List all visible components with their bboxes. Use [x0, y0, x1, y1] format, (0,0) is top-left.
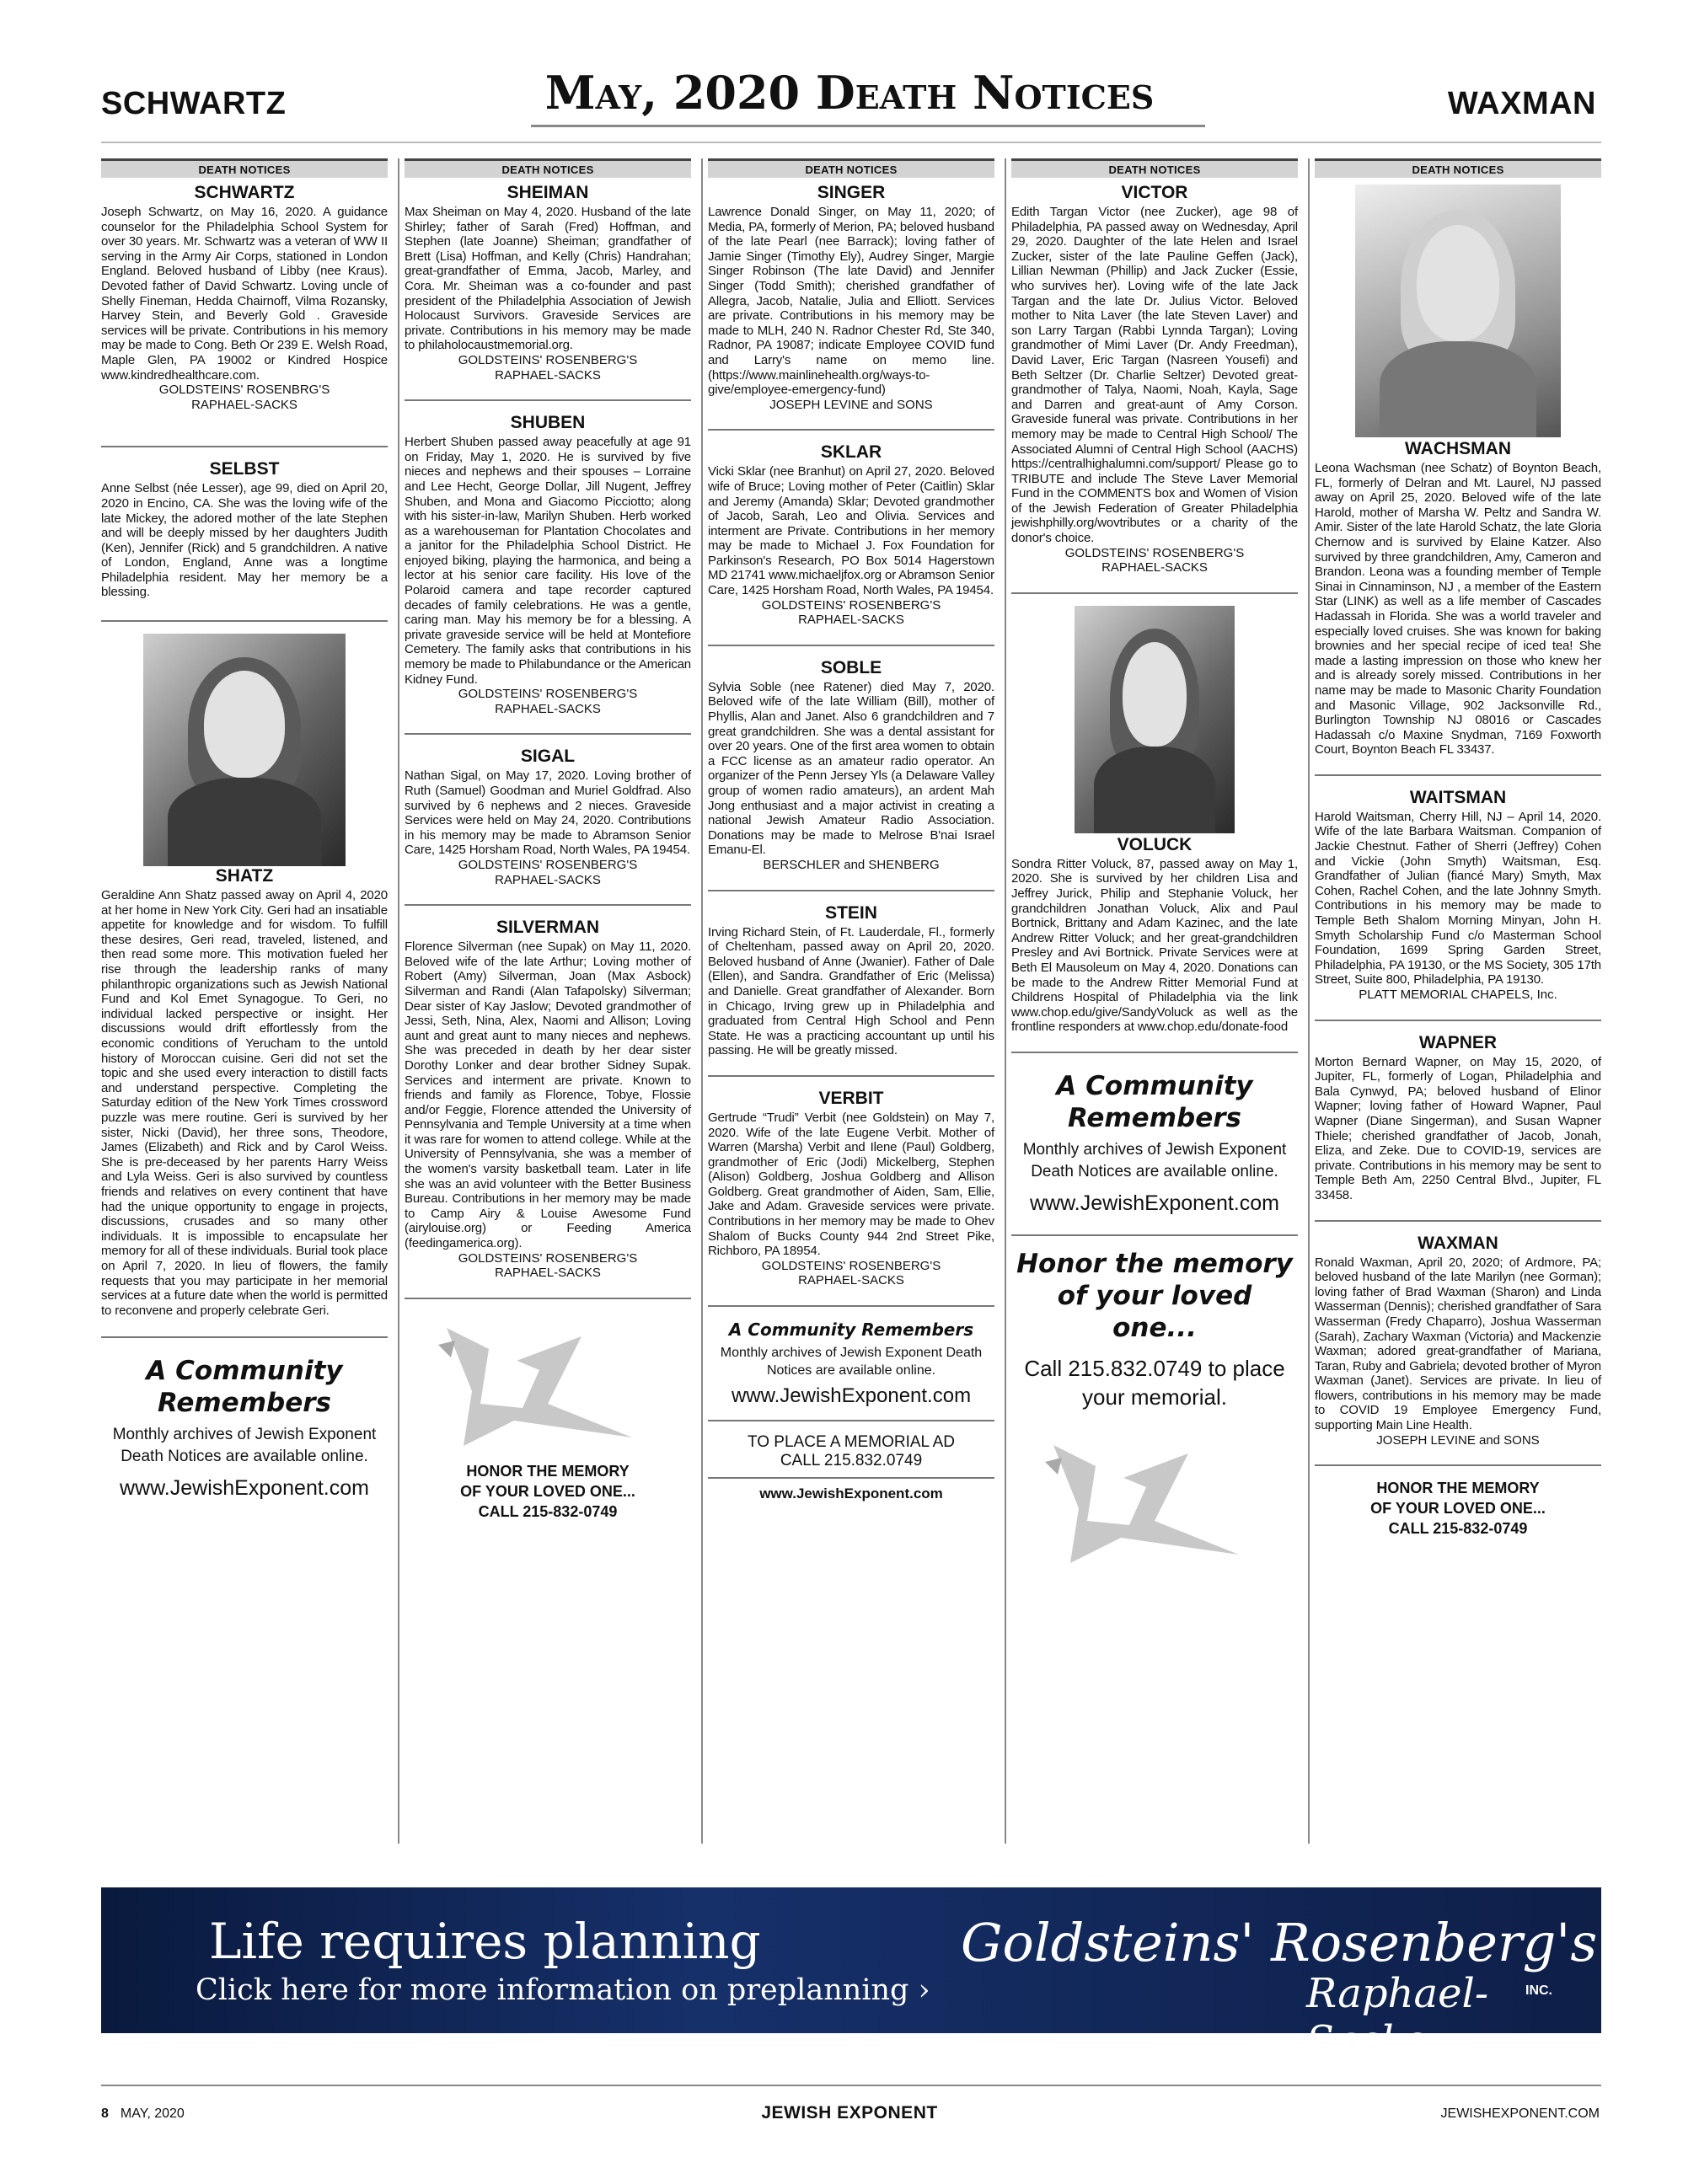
top-rule	[101, 142, 1601, 143]
notice-name: SINGER	[817, 183, 886, 202]
portrait-image	[1355, 185, 1561, 437]
promo-title: A Community Remembers	[146, 1356, 343, 1419]
notice-body: Ronald Waxman, April 20, 2020; of Ardmore, PA; beloved husband of the late Marilyn (nee Gorman); loving father of Brad Waxman (Sharon) and Linda Wasserman (Dennis); cherished grandfather of Sara Wasserman (Fredy Chaparro), Joshua Wasserman (Sarah), Zachary Waxman (Victoria) and Mackenzie Waxman; adored great-grandfather of Mariana, Taran, Ruby and Gabriela; devoted brother of Myron Waxman (Janet). Services are private. In lieu of flowers, contributions in his memory may be made to COVID 19 Employee Emergency Fund, supporting Main Line Health.	[1315, 1255, 1601, 1433]
promo-link[interactable]: www.JewishExponent.com	[1030, 1191, 1279, 1215]
logo-inc: INC.	[1525, 1983, 1552, 1998]
shatz-photo	[143, 634, 346, 866]
notice-schwartz	[101, 183, 388, 412]
honor-memory-ad: HONOR THE MEMORY OF YOUR LOVED ONE... CALL 215-832-0749	[1370, 1480, 1546, 1538]
notice-body: Harold Waitsman, Cherry Hill, NJ – April 14, 2020. Wife of the late Barbara Waitsman. Companion of Jackie Chestnut. Father of Sherri (Jeffrey) Cohen and Vickie (John Smyth) Waitsman, Esq. Grandfather of Julian (fiancé Mary) Smyth, Max Cohen, Rachel Cohen, and the late Johnny Smyth. Contributions in his memory may be made to Temple Beth Shalom Morning Minyan, John H. Smyth Scholarship Fund c/o Masterman School Foundation, 1699 Spring Garden Street, Philadelphia, PA 19130, or the MS Society, 305 17th Street, Suite 800, Philadelphia, PA 19130.	[1315, 809, 1601, 988]
notice-waitsman	[1315, 788, 1601, 1003]
notice-sklar	[708, 442, 994, 628]
notice-body: Irving Richard Stein, of Ft. Lauderdale, Fl., formerly of Cheltenham, passed away on April 20, 2020. Beloved husband of Anne (Jwanier). Father of Dale (Ellen), and Sandra. Grandfather of Eric (Melissa) and Danielle. Great grandfather of Alexander. Born in Chicago, Irving grew up in Philadelphia and graduated from Central High School and Penn State. He was a practicing accountant up until his passing. He will be greatly missed.	[708, 924, 994, 1058]
notice-funeral-home: GOLDSTEINS' ROSENBERG'S RAPHAEL-SACKS	[458, 352, 638, 383]
page-number: 8	[101, 2106, 109, 2121]
divider	[101, 446, 388, 447]
preplanning-ad-banner[interactable]	[101, 1887, 1601, 2064]
notice-funeral-home: JOSEPH LEVINE and SONS	[769, 397, 933, 412]
notice-name: SCHWARTZ	[194, 183, 295, 202]
portrait-image	[1075, 606, 1235, 833]
notice-name: VICTOR	[1121, 183, 1188, 202]
notice-body: Geraldine Ann Shatz passed away on April 4, 2020 at her home in New York City. Geri had an insatiable appetite for knowledge and for wisdom. To fulfill these desires, Geri read, traveled, listened, and then read some more. This motivation fueled her rise through the leadership ranks of many philanthropic organizations such as Jewish National Fund and Kol Emet Synagogue. To Geri, no individual lacked perspective or insight. Her discussions would drift effortlessly from the economic conditions of Yerucham to the untold history of Moroccan cuisine. Geri did not set the topic and she used every interaction to distill facts and understand perspective. Completing the Saturday edition of the New York Times crossword puzzle was mere routine. Geri is survived by her sister, Nicki (David), her three sons, Theodore, James (Elizabeth) and Rick and by Carol Weiss. She is pre-deceased by her parents Harry Weiss and Lyla Weiss. Geri is also survived by countless friends and relatives on every continent that have had the unique opportunity to engage in projects, discussions, crusades and so many other individuals. It is impossible to encapsulate her memory for all of these individuals. Burial took place on April 7, 2020. In lieu of flowers, the family requests that you may participate in her memorial services at a future date when the world is permitted to reconvene and properly celebrate Geri.	[101, 888, 388, 1318]
notice-body: Sylvia Soble (nee Ratener) died May 7, 2020. Beloved wife of the late William (Bill), mother of Phyllis, Alan and Janet. Also 6 grandchildren and 7 great grandchildren. She was a dental assistant for over 20 years. One of the first area women to obtain a FCC license as an amateur radio operator. An organizer of the Penn Jersey Yls (a Delaware Valley group of women radio amateurs), an ardent Mah Jong enthusiast and a major activist in creating a national Jewish Amateur Radio Association. Donations may be made to Melrose B'nai Israel Emanu-El.	[708, 679, 994, 858]
notice-sheiman	[405, 183, 691, 383]
star-of-david-graphic	[413, 1311, 683, 1454]
header-right-name: WAXMAN	[1447, 86, 1596, 121]
column-divider	[701, 158, 703, 1844]
column-3	[708, 158, 994, 1852]
notice-name: WAPNER	[1418, 1032, 1498, 1052]
column-divider	[1308, 158, 1310, 1844]
divider	[405, 399, 691, 401]
column-head: DEATH NOTICES	[1315, 158, 1601, 178]
notice-name: SELBST	[209, 459, 280, 479]
header-left-name: SCHWARTZ	[101, 86, 287, 121]
funeral-home-logo: Goldsteins' Rosenberg's	[961, 1912, 1598, 1973]
notice-body: Gertrude “Trudi” Verbit (nee Goldstein) on May 7, 2020. Wife of the late Eugene Verbit. Mother of Warren (Marsha) Verbit and Ilene (Paul) Goldberg, grandmother of Eric (Jodi) Mickelberg, Stephen (Alison) Goldberg, Joshua Goldberg and Allison Goldberg. Great grandmother of Aiden, Sam, Ellie, Jake and Adam. Graveside services were private. Contributions in her memory may be made to Ohev Shalom of Bucks County 944 2nd Street Pike, Richboro, PA 18954.	[708, 1110, 994, 1259]
notice-wachsman	[1315, 439, 1601, 757]
divider	[405, 1298, 691, 1299]
promo-title: A Community Remembers	[728, 1320, 974, 1341]
notice-voluck	[1011, 835, 1298, 1035]
site-url[interactable]: JEWISHEXPONENT.COM	[1440, 2106, 1600, 2121]
column-4	[1011, 158, 1298, 1852]
publication-name: JEWISH EXPONENT	[761, 2103, 938, 2122]
divider	[1011, 592, 1298, 594]
divider	[708, 1477, 994, 1479]
notice-stein	[708, 903, 994, 1058]
memorial-ad-call: TO PLACE A MEMORIAL AD CALL 215.832.0749	[747, 1433, 956, 1470]
notice-shuben	[405, 413, 691, 716]
title-underline	[531, 125, 1205, 127]
notice-name: SHEIMAN	[506, 183, 589, 202]
notice-funeral-home: GOLDSTEINS' ROSENBERG'S RAPHAEL-SACKS	[458, 1250, 638, 1281]
notice-name: SILVERMAN	[496, 918, 600, 938]
column-2	[405, 158, 691, 1852]
notice-singer	[708, 183, 994, 412]
column-divider	[398, 158, 399, 1844]
voluck-photo	[1075, 606, 1235, 833]
notice-funeral-home: GOLDSTEINS' ROSENBERG'S RAPHAEL-SACKS	[1064, 545, 1245, 575]
community-remembers-promo	[1011, 1070, 1298, 1216]
promo-text: Monthly archives of Jewish Exponent Death Notices are available online.	[720, 1346, 983, 1378]
divider	[1315, 1464, 1601, 1466]
column-head: DEATH NOTICES	[1011, 158, 1298, 178]
notice-funeral-home: PLATT MEMORIAL CHAPELS, Inc.	[1359, 988, 1557, 1002]
wachsman-photo	[1355, 185, 1561, 437]
issue-date: MAY, 2020	[120, 2106, 185, 2121]
notice-body: Joseph Schwartz, on May 16, 2020. A guidance counselor for the Philadelphia School System for over 30 years. Mr. Schwartz was a veteran of WW II serving in the Army Air Corps, stationed in London England. Beloved husband of Libby (nee Kraus). Devoted father of David Schwartz. Loving uncle of Shelly Fineman, Hedda Chairnoff, Vilma Rozansky, Harvey Stein, and Beverly Gold . Graveside services will be private. Contributions in his memory may be made to Cong. Beth Or 239 E. Welsh Road, Maple Glen, PA 19002 or Kindred Hospice www.kindredhealthcare.com.	[101, 205, 388, 383]
notice-funeral-home: GOLDSTEINS' ROSENBERG'S RAPHAEL-SACKS	[761, 597, 941, 628]
notice-name: SOBLE	[820, 657, 882, 677]
notice-name: SKLAR	[820, 442, 882, 463]
divider	[708, 645, 994, 646]
honor-title: Honor the memory of your loved one...	[1016, 1248, 1293, 1343]
divider	[101, 1336, 388, 1338]
notice-sigal	[405, 747, 691, 887]
notice-name: VOLUCK	[1117, 834, 1193, 854]
notice-soble	[708, 658, 994, 873]
notice-verbit	[708, 1089, 994, 1288]
notice-funeral-home: GOLDSTEINS' ROSENBERG'S RAPHAEL-SACKS	[761, 1258, 941, 1288]
portrait-image	[143, 634, 346, 866]
honor-memory-ad: HONOR THE MEMORY OF YOUR LOVED ONE... CALL 215-832-0749	[460, 1462, 635, 1520]
notice-body: Herbert Shuben passed away peacefully at age 91 on Friday, May 1, 2020. He is survived by five nieces and nephews and their spouses – Lorraine and Lee Hecht, George Dollar, Jill Nugent, Jeffrey Shuben, and Mona and Giacomo Picciotto; along with his sister-in-law, Marilyn Shuben. Herb worked as a warehouseman for Plantation Chocolates and a janitor for the Philadelphia School District. He enjoyed biking, playing the harmonica, and being a lector at his senior care facility. His love of the Polaroid camera and tape recorder captured decades of family celebrations. He was a gentle, caring man. May his memory be for a blessing. A private graveside service will be held at Montefiore Cemetery. The family asks that contributions in his memory be made to Philabundance or the American Kidney Fund.	[405, 435, 691, 687]
divider	[708, 1075, 994, 1077]
notice-body: Florence Silverman (nee Supak) on May 11, 2020. Beloved wife of the late Arthur; Loving mother of Robert (Amy) Silverman, Joan (Max Asbock) Silverman and Randi (Alan Tafapolsky) Silverman; Dear sister of Kay Jaslow; Devoted grandmother of Jessi, Seth, Nina, Alex, Naomi and Allison; Loving aunt and great aunt to many nieces and nephews. She was preceded in death by her dear sister Dorothy Lonker and dear brother Sidney Supak. Services and interment are private. Known to friends and family as Florence, Tobye, Flossie and/or Feggie, Florence attended the University of Pennsylvania and Temple University at a time when it was rare for women to attend college. While at the University of Pennsylvania, she was a member of the women's varsity basketball team. Later in life she was an avid volunteer with the Better Business Bureau. Contributions in her memory may be made to Camp Airy & Louise Awesome Fund (airylouise.org) or Feeding America (feedingamerica.org).	[405, 939, 691, 1251]
promo-title: A Community Remembers	[1056, 1070, 1253, 1133]
notice-funeral-home: GOLDSTEINS' ROSENBERG'S RAPHAEL-SACKS	[458, 687, 638, 716]
divider	[708, 429, 994, 431]
notice-funeral-home: JOSEPH LEVINE and SONS	[1376, 1432, 1540, 1448]
notice-body: Anne Selbst (née Lesser), age 99, died on April 20, 2020 in Encino, CA. She was the loving wife of the late Mickey, the adored mother of the late Stephen and will be deeply missed by her daughters Judith (Ken), Jennifer (Rick) and 5 grandchildren. A native of London, England, Anne was a longtime Philadelphia resident. May her memory be a blessing.	[101, 481, 388, 600]
notice-name: SHATZ	[215, 866, 274, 886]
community-remembers-promo-small	[708, 1319, 994, 1408]
funeral-home-logo-sub: Raphael-Sacks	[1306, 1970, 1489, 2064]
site-link[interactable]: www.JewishExponent.com	[759, 1485, 943, 1502]
notice-body: Morton Bernard Wapner, on May 15, 2020, of Jupiter, FL, formerly of Logan, Philadelphia and Bala Cynwyd, PA; beloved husband of Elinor Wapner; loving father of Howard Wapner, Paul Wapner (Diane Singerman), and Susan Wapner Thiele; cherished grandfather of Jacob, Jonah, Eliza, and Zeke. Due to COVID-19, services are private. Contributions in his memory may be sent to Temple Beth Am, 2250 Central Blvd., Jupiter, FL 33458.	[1315, 1054, 1601, 1202]
divider	[708, 1305, 994, 1307]
notice-funeral-home: BERSCHLER and SHENBERG	[763, 857, 940, 872]
divider	[1011, 1234, 1298, 1236]
column-head: DEATH NOTICES	[405, 158, 691, 178]
notice-silverman	[405, 918, 691, 1281]
notice-funeral-home: GOLDSTEINS' ROSENBERG'S RAPHAEL-SACKS	[458, 857, 638, 887]
column-5	[1315, 158, 1601, 1852]
notice-body: Lawrence Donald Singer, on May 11, 2020; of Media, PA, formerly of Merion, PA; beloved husband of the late Pearl (nee Barrack); loving father of Jamie Singer (Timothy Ely), Audrey Singer, Margie Singer Robinson (The late David) and Jennifer Singer (Todd Smith); cherished grandfather of Allegra, Jacob, Natalie, Julia and Elliott. Services are private. Contributions in his memory may be made to MLH, 240 N. Radnor Chester Rd, Ste 340, Radnor, PA 19087; indicate Employee COVID fund and Larry's name on memo line. (https://www.mainlinehealth.org/ways-to-give/employee-emergency-fund)	[708, 205, 994, 398]
column-head: DEATH NOTICES	[708, 158, 994, 178]
notice-body: Edith Targan Victor (nee Zucker), age 98 of Philadelphia, PA passed away on Wednesday, April 29, 2020. Daughter of the late Helen and Israel Zucker, sister of the late Pauline Geffen (Jack), Lillian Newman (Phillip) and Jack Zucker (Essie, who survives her). Loving wife of the late Jack Targan and the late Dr. Julius Victor. Beloved mother to Nita Laver (the late Steven Laver) and son Larry Targan (Rabbi Lynnda Targan); Loving grandmother of Mimi Laver (Dr. Andy Freedman), David Laver, Eric Targan (Nasreen Yousefi) and Beth Seltzer (Dr. Charlie Seltzer) Devoted great-grandmother of Talya, Naomi, Noah, Kayla, Sage and Darren and great-aunt of Amy Corson. Graveside funeral was private. Contributions in her memory may be made to Central High School/ The Associated Alumni of Central High School (AACHS) https://centralhighalumni.com/support/ Please go to TRIBUTE and include The Steve Laver Memorial Fund in the COMMENTS box and Women of Vision of the Jewish Federation of Greater Philadelphia jewishphilly.org/wovtributes or a charity of the donor's choice.	[1011, 205, 1298, 546]
star-of-david-graphic	[1020, 1428, 1289, 1571]
notice-body: Max Sheiman on May 4, 2020. Husband of the late Shirley; father of Sarah (Fred) Hoffman, and Stephen (late Joanne) Sheiman; grandfather of Brett (Lisa) Hoffman, and Kelly (Chris) Handrahan; great-grandfather of Emma, Jacob, Marley, and Cora. Mr. Sheiman was a co-founder and past president of the Philadelphia Association of Jewish Holocaust Survivors. Graveside Services are private. Contributions in his memory may be made to philaholocaustmemorial.org.	[405, 205, 691, 353]
notice-wapner	[1315, 1033, 1601, 1203]
footer-rule	[101, 2085, 1601, 2086]
column-head: DEATH NOTICES	[101, 158, 388, 178]
notice-selbst	[101, 459, 388, 600]
notice-shatz	[101, 866, 388, 1318]
ad-headline: Life requires planning	[209, 1913, 761, 1970]
notice-waxman	[1315, 1234, 1601, 1448]
promo-link[interactable]: www.JewishExponent.com	[120, 1476, 369, 1501]
column-1	[101, 158, 388, 1852]
notice-name: SHUBEN	[510, 413, 586, 433]
divider	[708, 890, 994, 891]
notice-name: STEIN	[825, 902, 877, 923]
notice-victor	[1011, 183, 1298, 575]
notice-body: Sondra Ritter Voluck, 87, passed away on May 1, 2020. She is survived by her children Lisa and Jeffrey Jurick, Philip and Stephanie Voluck, her grandchildren Jonathan Voluck, Alix and Paul Bortnick, Brittany and Adam Kazinec, and the late Andrew Ritter Voluck; and her great-grandchildren Presley and Avi Bortnick. Private Services were at Beth El Mausoleum on May 4, 2020. Donations can be made to the Andrew Ritter Memorial Fund at Childrens Hospital of Philadelphia via the link www.chop.edu/give/SandyVoluck as well as the frontline responders at www.chop.edu/donate-food	[1011, 856, 1298, 1035]
divider	[708, 1420, 994, 1421]
divider	[101, 620, 388, 622]
notice-name: VERBIT	[818, 1088, 884, 1108]
divider	[1315, 1020, 1601, 1021]
divider	[1315, 774, 1601, 776]
star-of-david-icon	[413, 1311, 683, 1454]
honor-text: Call 215.832.0749 to place your memorial.	[1024, 1355, 1285, 1410]
notice-name: WAITSMAN	[1409, 787, 1507, 807]
notice-name: SIGAL	[520, 747, 576, 767]
promo-text: Monthly archives of Jewish Exponent Death Notices are available online.	[1022, 1140, 1287, 1180]
star-of-david-icon	[1020, 1428, 1289, 1571]
page-title: May, 2020 Death Notices	[544, 66, 1155, 120]
promo-link[interactable]: www.JewishExponent.com	[731, 1384, 972, 1408]
honor-memory-promo	[1011, 1248, 1298, 1411]
notice-name: WAXMAN	[1418, 1233, 1498, 1253]
notice-body: Nathan Sigal, on May 17, 2020. Loving brother of Ruth (Samuel) Goodman and Muriel Goldfrad. Also survived by 6 nephews and 2 nieces. Graveside Services were held on May 24, 2020. Contributions in his memory may be made to Abramson Senior Care, 1425 Horsham Road, North Wales, PA 19454.	[405, 768, 691, 858]
column-divider	[1005, 158, 1006, 1844]
notice-name: WACHSMAN	[1405, 439, 1511, 458]
notice-body: Vicki Sklar (nee Branhut) on April 27, 2020. Beloved wife of Bruce; Loving mother of Peter (Caitlin) Sklar and Jeremy (Amanda) Sklar; Devoted grandmother of Jacob, Sarah, Leo and Olivia. Services and interment are Private. Contributions in her memory may be made to Michael J. Fox Foundation for Parkinson's Research, PO Box 5014 Hagerstown MD 21741 www.michaeljfox.org or Abramson Senior Care, 1425 Horsham Road, North Wales, PA 19454.	[708, 464, 994, 598]
notice-body: Leona Wachsman (nee Schatz) of Boynton Beach, FL, formerly of Delran and Mt. Laurel, NJ passed away on April 25, 2020. Beloved wife of the late Harold, mother of Marsha W. Peltz and Sandra W. Amir. Sister of the late Harold Schatz, the late Gloria Chernow and is survived by Elaine Katzer. Also survived by three grandchildren, Amy, Cameron and Brandon. Leona was a founding member of Temple Sinai in Cinnaminson, NJ , a member of the Eastern Star (LINK) as well as a life member of Cascades Hadassah in Florida. She was a world traveler and especially loved cruises. She was known for baking brownies and her special recipe of iced tea! She made a lasting impression on those who knew her and is already sorely missed. Contributions in her name may be made to Masonic Charity Foundation and Masonic Village, 902 Jacksonville Rd., Burlington Township NJ 08016 or Cascades Hadassah c/o Maxine Snydman, 7169 Foxworth Court, Boynton Beach FL 33437.	[1315, 461, 1601, 757]
community-remembers-promo	[101, 1355, 388, 1501]
ad-link-text[interactable]: Click here for more information on preplanning ›	[196, 1973, 930, 2007]
notice-funeral-home: GOLDSTEINS' ROSENBRG'S RAPHAEL-SACKS	[158, 383, 330, 412]
divider	[1315, 1220, 1601, 1222]
divider	[405, 733, 691, 735]
divider	[405, 904, 691, 906]
promo-text: Monthly archives of Jewish Exponent Death Notices are available online.	[112, 1426, 377, 1466]
divider	[1011, 1052, 1298, 1053]
